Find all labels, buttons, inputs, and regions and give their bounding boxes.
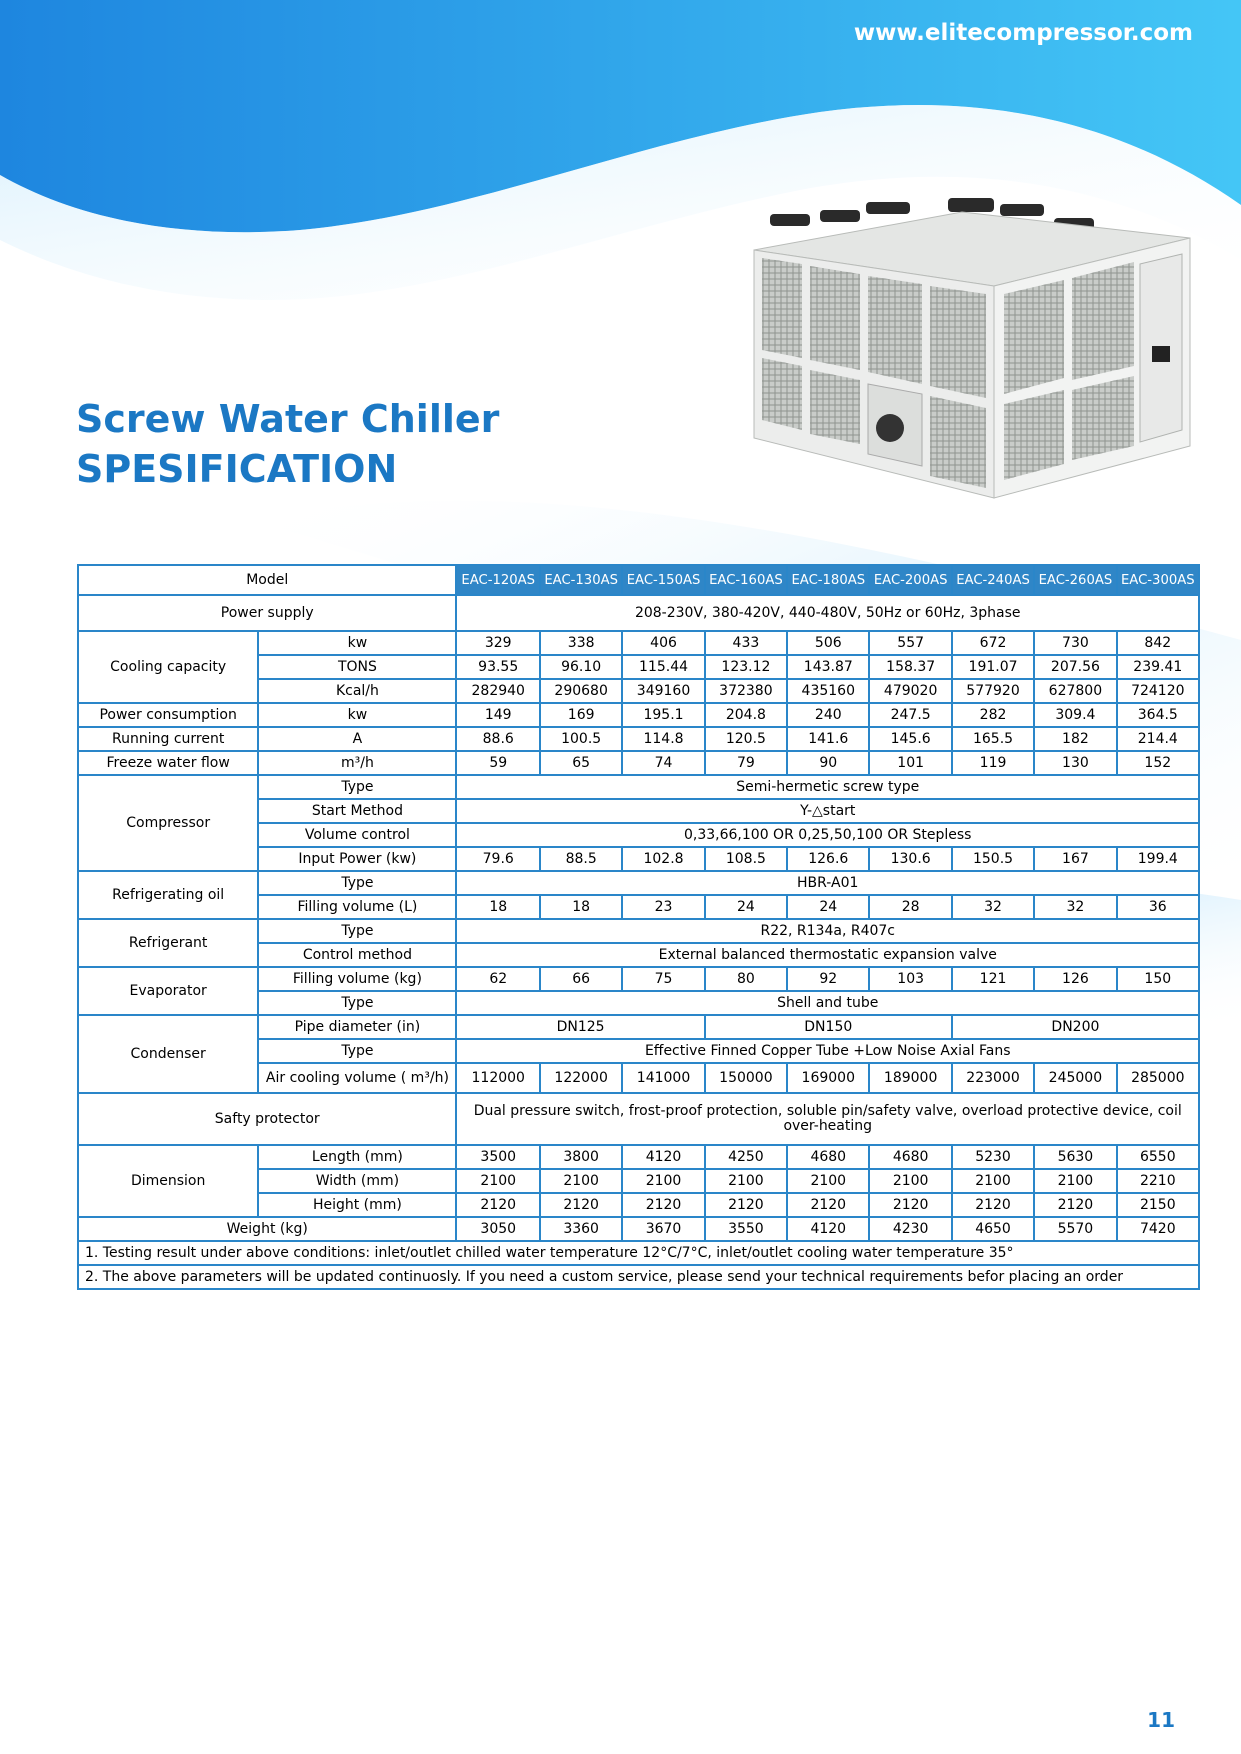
cell-value: 199.4 — [1117, 847, 1199, 871]
cell-value: 0,33,66,100 OR 0,25,50,100 OR Stepless — [456, 823, 1199, 847]
sub-label: Type — [258, 775, 456, 799]
cell-value: 2100 — [540, 1169, 622, 1193]
cell-value: 3550 — [705, 1217, 787, 1241]
cell-value: 102.8 — [622, 847, 704, 871]
cell-value: 329 — [456, 631, 539, 655]
cell-value: 557 — [869, 631, 951, 655]
cell-value: 141000 — [622, 1063, 704, 1093]
cell-value: Effective Finned Copper Tube +Low Noise Axial Fans — [456, 1039, 1199, 1063]
cell-value: External balanced thermostatic expansion valve — [456, 943, 1199, 967]
cell-value: 2100 — [869, 1169, 951, 1193]
cell-value: 207.56 — [1034, 655, 1116, 679]
cell-value: 2150 — [1117, 1193, 1199, 1217]
cooling-capacity-label: Cooling capacity — [78, 631, 258, 703]
cell-value: 101 — [869, 751, 951, 775]
cell-value: 74 — [622, 751, 704, 775]
cell-value: 2100 — [456, 1169, 539, 1193]
condenser-pipe-row — [78, 1015, 1199, 1039]
cell-value: Y-△start — [456, 799, 1199, 823]
cell-value: 100.5 — [540, 727, 622, 751]
cell-value: 96.10 — [540, 655, 622, 679]
cell-value: 80 — [705, 967, 787, 991]
cell-value: 433 — [705, 631, 787, 655]
cell-value: 28 — [869, 895, 951, 919]
sub-label: Volume control — [258, 823, 456, 847]
note-row — [78, 1265, 1199, 1289]
cell-value: 2100 — [1034, 1169, 1116, 1193]
power-consumption-row — [78, 703, 1199, 727]
cell-value: 90 — [787, 751, 869, 775]
cell-value: 2100 — [622, 1169, 704, 1193]
cell-value: 158.37 — [869, 655, 951, 679]
model-header: EAC-120AS — [456, 565, 539, 595]
cell-value: 141.6 — [787, 727, 869, 751]
cell-value: 32 — [952, 895, 1034, 919]
cell-value: 285000 — [1117, 1063, 1199, 1093]
cell-value: 191.07 — [952, 655, 1034, 679]
unit-label: m³/h — [258, 751, 456, 775]
page-number: 11 — [1147, 1708, 1175, 1732]
cell-value: 364.5 — [1117, 703, 1199, 727]
cell-value: 223000 — [952, 1063, 1034, 1093]
cell-value: 123.12 — [705, 655, 787, 679]
model-header: EAC-200AS — [869, 565, 951, 595]
website-url: www.elitecompressor.com — [853, 20, 1193, 46]
cell-value: 4680 — [869, 1145, 951, 1169]
cell-value: 143.87 — [787, 655, 869, 679]
title-line-2: SPESIFICATION — [76, 447, 398, 491]
cell-value: 7420 — [1117, 1217, 1199, 1241]
running-current-label: Running current — [78, 727, 258, 751]
sub-label: Start Method — [258, 799, 456, 823]
safety-label: Safty protector — [78, 1093, 456, 1145]
title-line-1: Screw Water Chiller — [76, 397, 500, 441]
cell-value: 120.5 — [705, 727, 787, 751]
cell-value: 3800 — [540, 1145, 622, 1169]
cell-value: 290680 — [540, 679, 622, 703]
dimension-length-row — [78, 1145, 1199, 1169]
cell-value: 169 — [540, 703, 622, 727]
cell-value: 435160 — [787, 679, 869, 703]
sub-label: Type — [258, 871, 456, 895]
cell-value: Semi-hermetic screw type — [456, 775, 1199, 799]
cell-value: 338 — [540, 631, 622, 655]
power-supply-row — [78, 595, 1199, 631]
cooling-kw-row — [78, 631, 1199, 655]
cell-value: 4650 — [952, 1217, 1034, 1241]
model-header: EAC-130AS — [540, 565, 622, 595]
cell-value: 842 — [1117, 631, 1199, 655]
cell-value: 150.5 — [952, 847, 1034, 871]
cell-value: 93.55 — [456, 655, 539, 679]
page-title — [76, 394, 499, 494]
cell-value: DN200 — [952, 1015, 1199, 1039]
cell-value: 121 — [952, 967, 1034, 991]
cell-value: 479020 — [869, 679, 951, 703]
cell-value: 36 — [1117, 895, 1199, 919]
cell-value: 3670 — [622, 1217, 704, 1241]
sub-label: Length (mm) — [258, 1145, 456, 1169]
refrigerant-label: Refrigerant — [78, 919, 258, 967]
cell-value: 24 — [705, 895, 787, 919]
cell-value: 6550 — [1117, 1145, 1199, 1169]
cell-value: 4120 — [787, 1217, 869, 1241]
cell-value: 5630 — [1034, 1145, 1116, 1169]
cell-value: 88.5 — [540, 847, 622, 871]
cell-value: 152 — [1117, 751, 1199, 775]
sub-label: Filling volume (L) — [258, 895, 456, 919]
cell-value: 2120 — [1034, 1193, 1116, 1217]
weight-row — [78, 1217, 1199, 1241]
model-label: Model — [78, 565, 456, 595]
sub-label: Type — [258, 991, 456, 1015]
cell-value: 309.4 — [1034, 703, 1116, 727]
cell-value: 145.6 — [869, 727, 951, 751]
refrigerant-type-row — [78, 919, 1199, 943]
sub-label: Height (mm) — [258, 1193, 456, 1217]
model-header: EAC-150AS — [622, 565, 704, 595]
cell-value: 114.8 — [622, 727, 704, 751]
cell-value: 59 — [456, 751, 539, 775]
cell-value: 4250 — [705, 1145, 787, 1169]
cell-value: 239.41 — [1117, 655, 1199, 679]
sub-label: Control method — [258, 943, 456, 967]
cell-value: Shell and tube — [456, 991, 1199, 1015]
cell-value: 103 — [869, 967, 951, 991]
cell-value: 169000 — [787, 1063, 869, 1093]
cell-value: HBR-A01 — [456, 871, 1199, 895]
sub-label: Air cooling volume ( m³/h) — [258, 1063, 456, 1093]
cell-value: 247.5 — [869, 703, 951, 727]
model-header: EAC-300AS — [1117, 565, 1199, 595]
cell-value: 3500 — [456, 1145, 539, 1169]
cell-value: 2120 — [705, 1193, 787, 1217]
cell-value: 126 — [1034, 967, 1116, 991]
unit-label: Kcal/h — [258, 679, 456, 703]
cell-value: 349160 — [622, 679, 704, 703]
cell-value: 24 — [787, 895, 869, 919]
cell-value: 730 — [1034, 631, 1116, 655]
cell-value: 32 — [1034, 895, 1116, 919]
cell-value: 282940 — [456, 679, 539, 703]
running-current-row — [78, 727, 1199, 751]
power-supply-label: Power supply — [78, 595, 456, 631]
cell-value: 182 — [1034, 727, 1116, 751]
cell-value: 2120 — [456, 1193, 539, 1217]
cell-value: 122000 — [540, 1063, 622, 1093]
cell-value: 150 — [1117, 967, 1199, 991]
cell-value: 167 — [1034, 847, 1116, 871]
cell-value: 149 — [456, 703, 539, 727]
cell-value: 282 — [952, 703, 1034, 727]
cell-value: 672 — [952, 631, 1034, 655]
safety-row — [78, 1093, 1199, 1145]
note-1: 1. Testing result under above conditions: inlet/outlet chilled water temperature 12°C/7°C, inlet/outlet cooling water temperature 35° — [78, 1241, 1199, 1265]
cell-value: 2120 — [622, 1193, 704, 1217]
evaporator-label: Evaporator — [78, 967, 258, 1015]
cell-value: 2120 — [869, 1193, 951, 1217]
sub-label: Input Power (kw) — [258, 847, 456, 871]
power-supply-value: 208-230V, 380-420V, 440-480V, 50Hz or 60Hz, 3phase — [456, 595, 1199, 631]
weight-label: Weight (kg) — [78, 1217, 456, 1241]
cell-value: 88.6 — [456, 727, 539, 751]
cell-value: 65 — [540, 751, 622, 775]
unit-label: A — [258, 727, 456, 751]
condenser-label: Condenser — [78, 1015, 258, 1093]
cell-value: 130.6 — [869, 847, 951, 871]
cell-value: 4680 — [787, 1145, 869, 1169]
cell-value: 724120 — [1117, 679, 1199, 703]
evaporator-filling-row — [78, 967, 1199, 991]
chiller-product-image — [742, 198, 1198, 518]
cell-value: 204.8 — [705, 703, 787, 727]
cell-value: 2210 — [1117, 1169, 1199, 1193]
model-header: EAC-240AS — [952, 565, 1034, 595]
note-row — [78, 1241, 1199, 1265]
cell-value: DN150 — [705, 1015, 952, 1039]
cell-value: 2120 — [787, 1193, 869, 1217]
note-2: 2. The above parameters will be updated continuosly. If you need a custom service, please send your technical requirements befor placing an order — [78, 1265, 1199, 1289]
cell-value: 4230 — [869, 1217, 951, 1241]
cell-value: 18 — [456, 895, 539, 919]
safety-value: Dual pressure switch, frost-proof protection, soluble pin/safety valve, overload protective device, coil over-heating — [456, 1093, 1199, 1145]
specification-table — [77, 564, 1200, 1290]
model-header: EAC-260AS — [1034, 565, 1116, 595]
cell-value: 214.4 — [1117, 727, 1199, 751]
cell-value: 115.44 — [622, 655, 704, 679]
sub-label: Type — [258, 919, 456, 943]
model-header: EAC-180AS — [787, 565, 869, 595]
cell-value: 372380 — [705, 679, 787, 703]
cell-value: DN125 — [456, 1015, 704, 1039]
cell-value: 4120 — [622, 1145, 704, 1169]
unit-label: kw — [258, 703, 456, 727]
cell-value: R22, R134a, R407c — [456, 919, 1199, 943]
power-consumption-label: Power consumption — [78, 703, 258, 727]
cell-value: 165.5 — [952, 727, 1034, 751]
cell-value: 3360 — [540, 1217, 622, 1241]
cell-value: 506 — [787, 631, 869, 655]
cell-value: 5570 — [1034, 1217, 1116, 1241]
cell-value: 627800 — [1034, 679, 1116, 703]
cell-value: 245000 — [1034, 1063, 1116, 1093]
cell-value: 112000 — [456, 1063, 539, 1093]
sub-label: Width (mm) — [258, 1169, 456, 1193]
cell-value: 577920 — [952, 679, 1034, 703]
oil-type-row — [78, 871, 1199, 895]
compressor-label: Compressor — [78, 775, 258, 871]
cell-value: 150000 — [705, 1063, 787, 1093]
refrigerating-oil-label: Refrigerating oil — [78, 871, 258, 919]
compressor-type-row — [78, 775, 1199, 799]
freeze-water-flow-row — [78, 751, 1199, 775]
cell-value: 23 — [622, 895, 704, 919]
unit-label: kw — [258, 631, 456, 655]
model-header: EAC-160AS — [705, 565, 787, 595]
cell-value: 119 — [952, 751, 1034, 775]
cell-value: 108.5 — [705, 847, 787, 871]
cell-value: 92 — [787, 967, 869, 991]
sub-label: Type — [258, 1039, 456, 1063]
cell-value: 2120 — [952, 1193, 1034, 1217]
cell-value: 130 — [1034, 751, 1116, 775]
cell-value: 189000 — [869, 1063, 951, 1093]
cell-value: 79 — [705, 751, 787, 775]
cell-value: 2100 — [952, 1169, 1034, 1193]
cell-value: 195.1 — [622, 703, 704, 727]
dimension-label: Dimension — [78, 1145, 258, 1217]
unit-label: TONS — [258, 655, 456, 679]
cell-value: 126.6 — [787, 847, 869, 871]
cell-value: 75 — [622, 967, 704, 991]
cell-value: 2100 — [705, 1169, 787, 1193]
cell-value: 79.6 — [456, 847, 539, 871]
sub-label: Pipe diameter (in) — [258, 1015, 456, 1039]
cell-value: 18 — [540, 895, 622, 919]
freeze-water-flow-label: Freeze water flow — [78, 751, 258, 775]
cell-value: 66 — [540, 967, 622, 991]
sub-label: Filling volume (kg) — [258, 967, 456, 991]
cell-value: 2100 — [787, 1169, 869, 1193]
cell-value: 406 — [622, 631, 704, 655]
cell-value: 5230 — [952, 1145, 1034, 1169]
cell-value: 240 — [787, 703, 869, 727]
cell-value: 3050 — [456, 1217, 539, 1241]
cell-value: 2120 — [540, 1193, 622, 1217]
model-row — [78, 565, 1199, 595]
cell-value: 62 — [456, 967, 539, 991]
